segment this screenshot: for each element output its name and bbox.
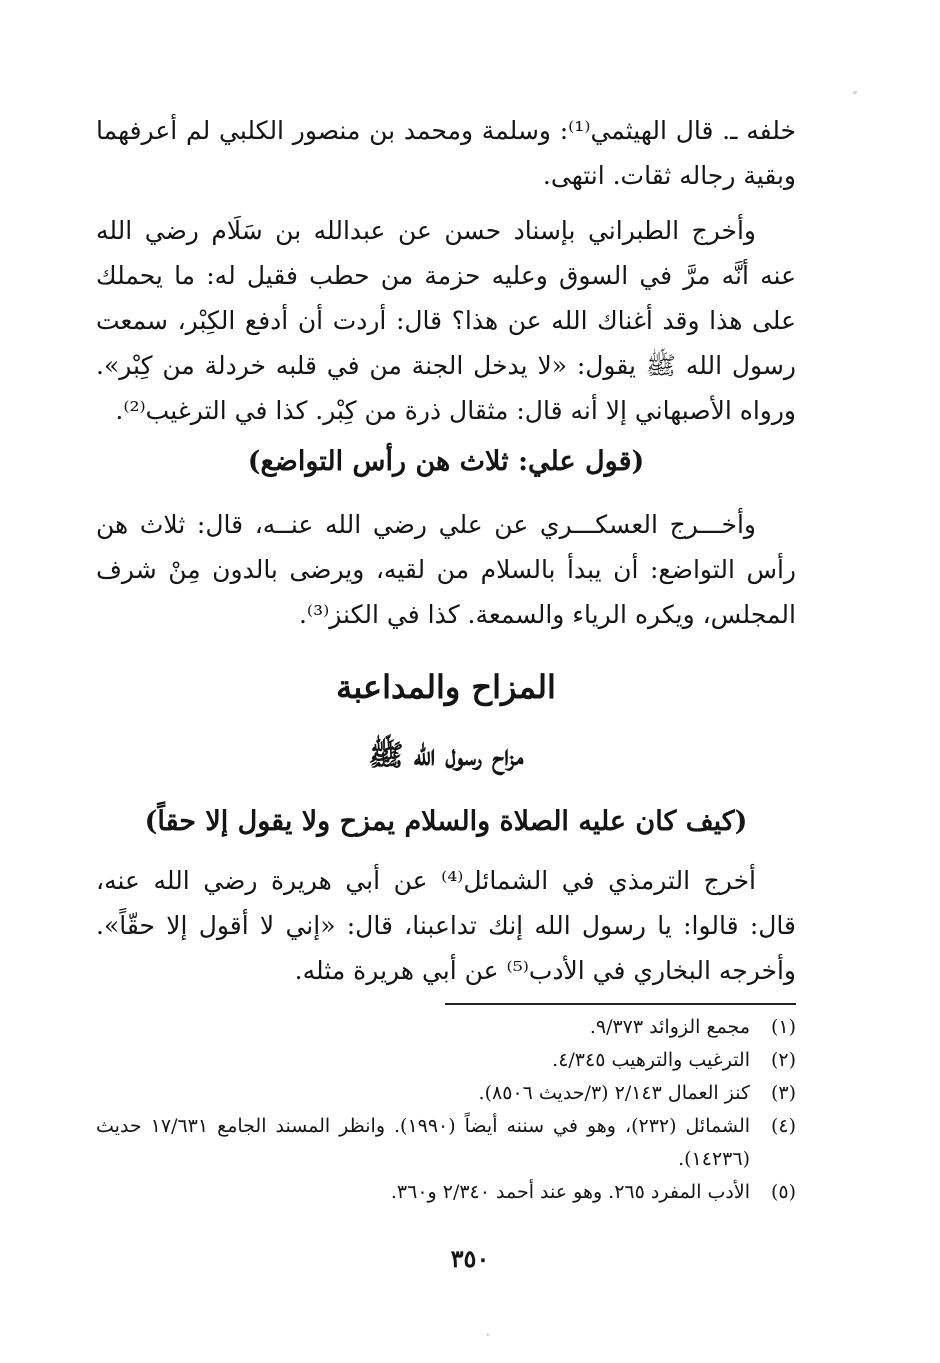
footnote-text: الأدب المفرد ٢٦٥. وهو عند أحمد ٢/٣٤٠ و٣٦٠. [390, 1181, 750, 1203]
paragraph-tabarani [96, 208, 796, 433]
footnote-item [96, 1011, 796, 1044]
section-heading-ali: (قول علي: ثلاث هن رأس التواضع) [247, 446, 645, 477]
chapter-heading: المزاح والمداعبة [336, 668, 556, 706]
paragraph-tirmidhi [96, 858, 796, 993]
section-heading: مزاح رسول الله ﷺ [368, 738, 524, 772]
footnote-number: (٤) [770, 1115, 796, 1137]
paragraph-text: أخرج الترمذي في الشمائل⁽⁴⁾ عن أبي هريرة رضي الله عنه، قال: قالوا: يا رسول الله إنك تداعبنا، قال: «إني لا أقول إلا حقّاً». وأخرجه البخاري في الأدب⁽⁵⁾ عن أبي هريرة مثله. [96, 866, 796, 985]
footnote-text: الشمائل (٢٣٢)، وهو في سننه أيضاً (١٩٩٠). وانظر المسند الجامع ١٧/٦٣١ حديث (١٤٢٣٦). [96, 1115, 751, 1170]
paragraph-text: وأخـــرج العسكـــري عن علي رضي الله عنــه، قال: ثلاث هن رأس التواضع: أن يبدأ بالسلام من لقيه، ويرضى بالدون مِنْ شرف المجلس، ويكره الرياء والسمعة. كذا في الكنز⁽³⁾. [96, 510, 796, 629]
footnote-number: (٣) [770, 1082, 796, 1104]
footnote-separator [445, 1003, 796, 1005]
footnote-number: (١) [770, 1016, 796, 1038]
subsection-heading: (كيف كان عليه الصلاة والسلام يمزح ولا يقول إلا حقاً) [144, 806, 748, 837]
footnote-text: مجمع الزوائد ٩/٣٧٣. [589, 1016, 750, 1038]
footnote-number: (٥) [770, 1181, 796, 1203]
footnote-item [96, 1110, 796, 1176]
paragraph-continuation [96, 108, 796, 198]
paragraph-text: وأخرج الطبراني بإسناد حسن عن عبدالله بن سَلَام رضي الله عنه أنَّه مرَّ في السوق وعليه حزمة من حطب فقيل له: ما يحملك على هذا وقد أغناك الله عن هذا؟ قال: أردت أن أدفع الكِبْر، سمعت رسول الله ﷺ يقول: «لا يدخل الجنة من في قلبه خردلة من كِبْر». ورواه الأصبهاني إلا أنه قال: مثقال ذرة من كِبْر. كذا في الترغيب⁽²⁾. [96, 216, 796, 425]
paragraph-askari [96, 502, 796, 637]
scan-speck: · [486, 1328, 490, 1342]
page-number: ٣٥٠ [450, 1244, 490, 1273]
footnote-text: كنز العمال ٢/١٤٣ (٣/حديث ٨٥٠٦). [478, 1082, 750, 1104]
footnotes [96, 1011, 796, 1209]
footnote-item [96, 1176, 796, 1209]
footnote-number: (٢) [770, 1049, 796, 1071]
paragraph-text: خلفه ـ. قال الهيثمي⁽¹⁾: وسلمة ومحمد بن منصور الكلبي لم أعرفهما وبقية رجاله ثقات. انتهى. [96, 116, 796, 190]
footnote-item [96, 1044, 796, 1077]
footnote-text: الترغيب والترهيب ٤/٣٤٥. [552, 1049, 750, 1071]
footnote-item [96, 1077, 796, 1110]
